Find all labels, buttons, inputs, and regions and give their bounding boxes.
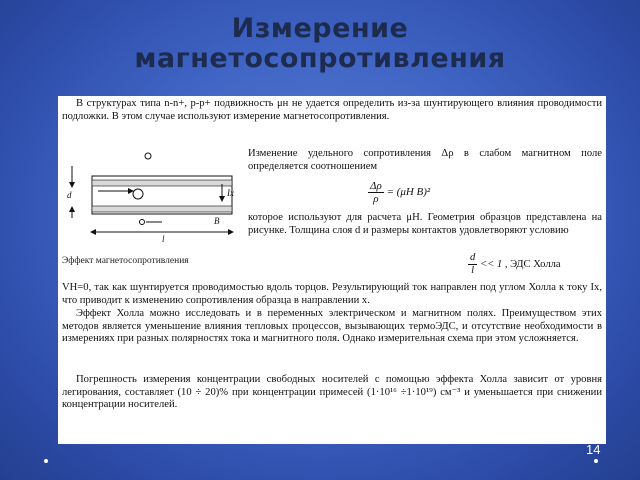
formula-rhs: = (μH B)² bbox=[386, 186, 431, 199]
formula-numerator: Δρ bbox=[370, 180, 382, 192]
bottom-contact-icon bbox=[140, 220, 145, 225]
label-d: d bbox=[67, 190, 72, 200]
condition-relation: << 1 bbox=[479, 258, 503, 270]
condition-denominator: l bbox=[471, 265, 475, 276]
layer-top bbox=[92, 180, 232, 186]
content-panel bbox=[58, 96, 606, 444]
paragraph-5: Погрешность измерения концентрации свободных носителей с помощью эффекта Холла зависит от уровня легирования, составляет (10 ÷ 20)% при концентрации примесей (1·10¹⁶ ÷1·10¹⁹) см⁻³ и уменьшается при снижении концентрации носителей. bbox=[62, 374, 602, 411]
decor-dot-left-icon bbox=[44, 459, 48, 463]
paragraph-2a: Изменение удельного сопротивления Δρ в слабом магнитном поле определяется соотношением bbox=[248, 148, 602, 172]
paragraph-3: VH=0, так как шунтируется проводимостью вдоль торцов. Результирующий ток направлен под углом Холла к току Ix, что приводит к изменению сопротивления образца в направлении x. bbox=[62, 282, 602, 306]
length-arrow-left-icon bbox=[90, 229, 96, 235]
title-line-2: магнетосопротивления bbox=[134, 43, 506, 74]
length-arrow-right-icon bbox=[228, 229, 234, 235]
formula-fraction bbox=[368, 180, 384, 205]
condition-formula bbox=[468, 252, 561, 277]
title-line-1: Измерение bbox=[231, 13, 409, 44]
figure-caption: Эффект магнетосопротивления bbox=[62, 256, 189, 266]
paragraph-2c: , ЭДС Холла bbox=[504, 258, 561, 270]
sample-diagram bbox=[62, 146, 242, 266]
layer-bottom bbox=[92, 206, 232, 212]
formula-denominator: ρ bbox=[373, 193, 379, 205]
paragraph-2b: которое используют для расчета μH. Геометрия образцов представлена на рисунке. Толщина слоя d и размеры контактов удовлетворяют условию bbox=[248, 212, 602, 236]
condition-numerator: d bbox=[470, 252, 476, 263]
magnetoresistance-formula bbox=[368, 180, 430, 205]
page-number: 14 bbox=[586, 442, 601, 457]
label-B: B bbox=[214, 216, 220, 226]
paragraph-1: В структурах типа n-n+, p-p+ подвижность μн не удается определить из-за шунтирующего влияния проводимости подложки. В этом случае используют измерение магнетосопротивления. bbox=[62, 98, 602, 122]
condition-fraction bbox=[468, 252, 477, 277]
top-contact-icon bbox=[145, 153, 151, 159]
paragraph-4: Эффект Холла можно исследовать и в переменных электрическом и магнитном полях. Преимуществом этих методов является уменьшение влияния тепловых процессов, вызывающих термоЭДС, и отсутствие необходимости в измерениях при разных полярностях тока и магнитного поля. Однако измерительная схема при этом усложняется. bbox=[62, 308, 602, 345]
label-l: l bbox=[162, 234, 165, 244]
decor-dot-right-icon bbox=[594, 459, 598, 463]
d-arrow-head-icon bbox=[69, 182, 75, 188]
slide-title bbox=[0, 14, 640, 74]
d-arrow-head-2-icon bbox=[69, 206, 75, 212]
label-ix: Ix bbox=[227, 188, 234, 198]
